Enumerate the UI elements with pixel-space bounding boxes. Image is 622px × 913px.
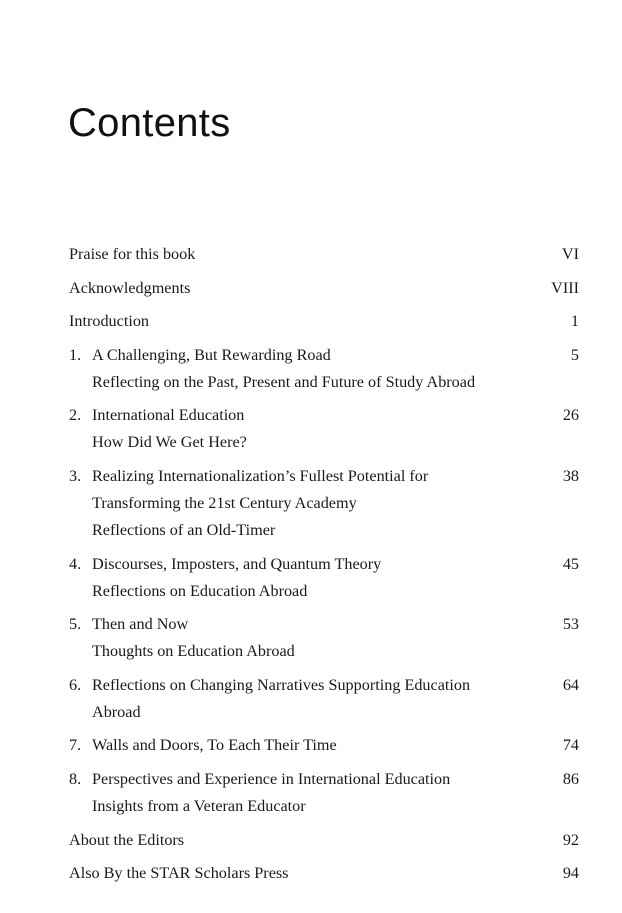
toc-entry-chapter-7[interactable] — [69, 732, 579, 759]
toc-entry-chapter-3[interactable] — [69, 463, 579, 544]
entry-title: Reflections on Changing Narratives Supporting Education — [92, 675, 471, 694]
page-number: 26 — [562, 406, 579, 425]
page-number: 64 — [562, 675, 579, 694]
toc-entry-chapter-5[interactable] — [69, 611, 579, 665]
chapter-number: 7. — [69, 736, 82, 755]
entry-subtitle: Insights from a Veteran Educator — [92, 796, 306, 815]
entry-subtitle: How Did We Get Here? — [92, 433, 247, 452]
entry-subtitle: Thoughts on Education Abroad — [92, 642, 295, 661]
entry-title: Discourses, Imposters, and Quantum Theory — [92, 554, 382, 573]
entry-title: International Education — [92, 406, 245, 425]
table-of-contents — [69, 241, 579, 894]
chapter-number: 8. — [69, 769, 82, 788]
page-number: 53 — [562, 615, 579, 634]
toc-entry-chapter-2[interactable] — [69, 402, 579, 456]
entry-subtitle: Reflections of an Old-Timer — [92, 520, 276, 539]
page-number: 74 — [562, 736, 579, 755]
toc-entry-chapter-6[interactable] — [69, 672, 579, 726]
toc-entry-also-by[interactable] — [69, 860, 579, 887]
page-number: 92 — [562, 830, 579, 849]
entry-title: Introduction — [69, 312, 150, 331]
page-number: 45 — [562, 554, 579, 573]
chapter-number: 4. — [69, 554, 82, 573]
toc-entry-chapter-4[interactable] — [69, 551, 579, 605]
chapter-number: 2. — [69, 406, 82, 425]
entry-title: About the Editors — [69, 830, 185, 849]
toc-entry-acknowledgments[interactable] — [69, 275, 579, 302]
chapter-number: 6. — [69, 675, 82, 694]
entry-title: Acknowledgments — [69, 278, 191, 297]
entry-title: Perspectives and Experience in International Education — [92, 769, 451, 788]
toc-entry-praise[interactable] — [69, 241, 579, 268]
page-number: 86 — [562, 769, 579, 788]
page-number: 94 — [562, 864, 579, 883]
toc-entry-about-editors[interactable] — [69, 827, 579, 854]
entry-title: A Challenging, But Rewarding Road — [92, 345, 331, 364]
entry-title-continued: Abroad — [92, 702, 141, 721]
toc-entry-introduction[interactable] — [69, 308, 579, 335]
page-number: VI — [561, 245, 579, 263]
entry-subtitle: Reflecting on the Past, Present and Future of Study Abroad — [92, 372, 476, 391]
entry-title: Praise for this book — [69, 245, 196, 263]
entry-title: Realizing Internationalization’s Fullest Potential for — [92, 466, 429, 485]
toc-entry-chapter-1[interactable] — [69, 342, 579, 396]
toc-entry-chapter-8[interactable] — [69, 766, 579, 820]
entry-title-continued: Transforming the 21st Century Academy — [92, 493, 357, 512]
chapter-number: 1. — [69, 345, 82, 364]
chapter-number: 5. — [69, 615, 82, 634]
entry-title: Then and Now — [92, 615, 189, 634]
page-number: 38 — [562, 466, 579, 485]
page-number: 1 — [570, 312, 579, 331]
page-title: Contents — [68, 101, 231, 145]
chapter-number: 3. — [69, 466, 82, 485]
page-number: 5 — [570, 345, 579, 364]
entry-title: Walls and Doors, To Each Their Time — [92, 736, 337, 755]
entry-subtitle: Reflections on Education Abroad — [92, 581, 308, 600]
entry-title: Also By the STAR Scholars Press — [69, 864, 289, 883]
page-number: VIII — [551, 278, 579, 297]
